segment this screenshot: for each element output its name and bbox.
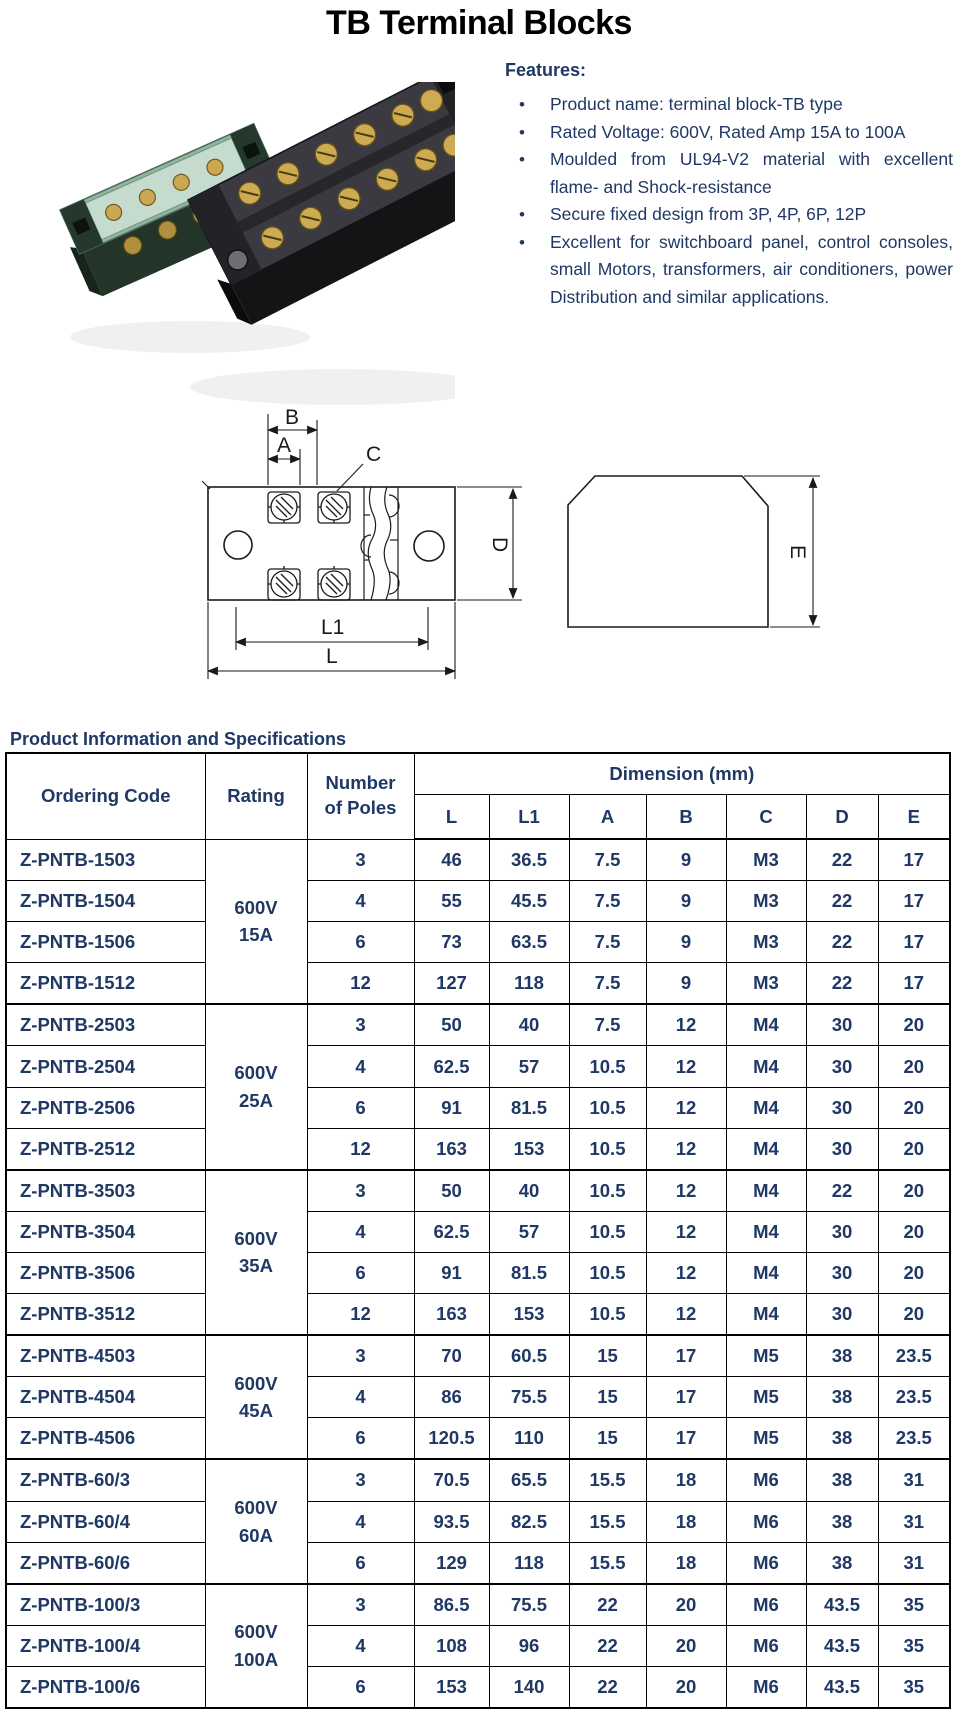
header-dim-l: L <box>414 795 489 840</box>
dim-l1-cell: 40 <box>489 1004 569 1046</box>
ordering-code-cell: Z-PNTB-60/4 <box>6 1501 205 1542</box>
dimension-diagram <box>140 368 840 688</box>
dim-c-cell: M4 <box>726 1087 806 1128</box>
bullet-icon: • <box>519 150 525 169</box>
ordering-code-cell: Z-PNTB-1503 <box>6 839 205 881</box>
ordering-code-cell: Z-PNTB-100/3 <box>6 1584 205 1626</box>
rating-voltage: 600V <box>234 1372 278 1394</box>
dim-b-cell: 18 <box>646 1542 726 1584</box>
ordering-code-cell: Z-PNTB-100/6 <box>6 1666 205 1708</box>
dim-e-cell: 35 <box>878 1666 950 1708</box>
dim-c-cell: M6 <box>726 1625 806 1666</box>
dim-l-cell: 62.5 <box>414 1046 489 1087</box>
dim-c-cell: M3 <box>726 881 806 922</box>
dim-b-cell: 20 <box>646 1666 726 1708</box>
dim-a-cell: 10.5 <box>569 1087 646 1128</box>
poles-cell: 3 <box>307 1170 414 1212</box>
dim-a-cell: 10.5 <box>569 1170 646 1212</box>
photo-shadow <box>70 321 310 353</box>
dim-a-cell: 10.5 <box>569 1294 646 1336</box>
dim-d-cell: 43.5 <box>806 1584 878 1626</box>
rating-amp: 60A <box>239 1524 273 1546</box>
dim-label-b: B <box>285 406 300 429</box>
dim-l-cell: 62.5 <box>414 1211 489 1252</box>
dim-c-cell: M6 <box>726 1542 806 1584</box>
dim-label-e: E <box>786 545 809 560</box>
dim-l1-cell: 81.5 <box>489 1087 569 1128</box>
dim-l1-cell: 36.5 <box>489 839 569 881</box>
dim-d-cell: 22 <box>806 839 878 881</box>
table-row <box>6 922 950 963</box>
dim-l1-cell: 75.5 <box>489 1377 569 1418</box>
dim-b-cell: 12 <box>646 1128 726 1170</box>
dim-c-cell: M3 <box>726 963 806 1005</box>
page-title: TB Terminal Blocks <box>326 4 632 42</box>
dim-l-cell: 70 <box>414 1335 489 1377</box>
table-row <box>6 1211 950 1252</box>
top-view <box>202 481 455 600</box>
table-row <box>6 1087 950 1128</box>
dim-l-cell: 93.5 <box>414 1501 489 1542</box>
ordering-code-cell: Z-PNTB-3512 <box>6 1294 205 1336</box>
poles-cell: 3 <box>307 839 414 881</box>
dim-e-cell: 17 <box>878 839 950 881</box>
dim-a-cell: 10.5 <box>569 1046 646 1087</box>
dim-c-cell: M4 <box>726 1046 806 1087</box>
dim-b-cell: 18 <box>646 1459 726 1501</box>
dim-d-cell: 22 <box>806 881 878 922</box>
dim-l1-cell: 57 <box>489 1046 569 1087</box>
dim-l-cell: 50 <box>414 1170 489 1212</box>
poles-cell: 12 <box>307 1294 414 1336</box>
bullet-icon: • <box>519 232 525 252</box>
dim-b-cell: 17 <box>646 1377 726 1418</box>
header-dim-b: B <box>646 795 726 840</box>
ordering-code-cell: Z-PNTB-100/4 <box>6 1625 205 1666</box>
mounting-hole <box>414 531 444 561</box>
dim-a-cell: 22 <box>569 1666 646 1708</box>
dim-b-cell: 12 <box>646 1170 726 1212</box>
table-row <box>6 1004 950 1046</box>
dim-l-cell: 50 <box>414 1004 489 1046</box>
dim-b-cell: 20 <box>646 1584 726 1626</box>
dim-c-cell: M4 <box>726 1294 806 1336</box>
ordering-code-cell: Z-PNTB-3504 <box>6 1211 205 1252</box>
ordering-code-cell: Z-PNTB-1506 <box>6 922 205 963</box>
feature-text: Excellent for switchboard panel, control consoles, small Motors, transformers, air conditioners, power Distribution and similar applications. <box>550 231 953 307</box>
table-row <box>6 1542 950 1584</box>
dim-c-cell: M4 <box>726 1170 806 1212</box>
dim-l1-cell: 118 <box>489 963 569 1005</box>
dim-d-cell: 30 <box>806 1087 878 1128</box>
poles-cell: 6 <box>307 1418 414 1460</box>
dim-l1-cell: 40 <box>489 1170 569 1212</box>
dim-label-c: C <box>366 443 382 466</box>
dim-c-cell: M4 <box>726 1128 806 1170</box>
dim-e-cell: 20 <box>878 1004 950 1046</box>
ordering-code-cell: Z-PNTB-60/6 <box>6 1542 205 1584</box>
rating-voltage: 600V <box>234 1496 278 1518</box>
table-row <box>6 839 950 881</box>
dim-e-cell: 17 <box>878 922 950 963</box>
dim-l-cell: 129 <box>414 1542 489 1584</box>
poles-cell: 6 <box>307 1542 414 1584</box>
dim-d-cell: 38 <box>806 1377 878 1418</box>
dim-l-cell: 91 <box>414 1087 489 1128</box>
poles-cell: 6 <box>307 922 414 963</box>
dim-e-cell: 20 <box>878 1252 950 1293</box>
dim-l-cell: 91 <box>414 1252 489 1293</box>
dim-a-cell: 10.5 <box>569 1252 646 1293</box>
poles-cell: 12 <box>307 963 414 1005</box>
dim-d-cell: 38 <box>806 1418 878 1460</box>
dim-l-cell: 153 <box>414 1666 489 1708</box>
dim-a-cell: 7.5 <box>569 1004 646 1046</box>
dim-a-cell: 22 <box>569 1584 646 1626</box>
dim-a-cell: 7.5 <box>569 963 646 1005</box>
rating-cell <box>205 1170 307 1335</box>
rating-amp: 35A <box>239 1255 273 1277</box>
spec-heading: Product Information and Specifications <box>10 729 347 749</box>
dim-l1-cell: 57 <box>489 1211 569 1252</box>
dim-e-cell: 20 <box>878 1087 950 1128</box>
dim-l-cell: 120.5 <box>414 1418 489 1460</box>
rating-voltage: 600V <box>234 896 278 918</box>
poles-cell: 3 <box>307 1335 414 1377</box>
dim-c-cell: M6 <box>726 1666 806 1708</box>
dim-d-cell: 22 <box>806 922 878 963</box>
ordering-code-cell: Z-PNTB-3506 <box>6 1252 205 1293</box>
terminal-block-black <box>179 82 455 329</box>
dim-a-cell: 7.5 <box>569 922 646 963</box>
dim-c-cell: M6 <box>726 1459 806 1501</box>
ordering-code-cell: Z-PNTB-4506 <box>6 1418 205 1460</box>
dim-e-cell: 35 <box>878 1625 950 1666</box>
poles-cell: 6 <box>307 1087 414 1128</box>
dim-a-cell: 15.5 <box>569 1542 646 1584</box>
dim-d-cell: 43.5 <box>806 1666 878 1708</box>
header-dim-d: D <box>806 795 878 840</box>
dim-e-cell: 17 <box>878 881 950 922</box>
dim-l1-cell: 82.5 <box>489 1501 569 1542</box>
dim-e-cell: 23.5 <box>878 1377 950 1418</box>
dim-e-cell: 20 <box>878 1211 950 1252</box>
ordering-code-cell: Z-PNTB-2506 <box>6 1087 205 1128</box>
dim-b-cell: 18 <box>646 1501 726 1542</box>
poles-cell: 4 <box>307 1501 414 1542</box>
dim-l1-cell: 81.5 <box>489 1252 569 1293</box>
poles-cell: 6 <box>307 1252 414 1293</box>
dim-label-d: D <box>488 537 511 553</box>
dim-l-cell: 55 <box>414 881 489 922</box>
ordering-code-cell: Z-PNTB-1512 <box>6 963 205 1005</box>
dim-b-cell: 17 <box>646 1418 726 1460</box>
dim-e-cell: 31 <box>878 1459 950 1501</box>
feature-item <box>505 146 953 201</box>
poles-cell: 3 <box>307 1584 414 1626</box>
dim-l1-cell: 118 <box>489 1542 569 1584</box>
dim-a-cell: 15 <box>569 1418 646 1460</box>
poles-cell: 4 <box>307 1211 414 1252</box>
rating-cell <box>205 1584 307 1708</box>
table-row <box>6 1501 950 1542</box>
table-row <box>6 1377 950 1418</box>
table-row <box>6 1170 950 1212</box>
dim-b-cell: 17 <box>646 1335 726 1377</box>
dim-d-cell: 38 <box>806 1335 878 1377</box>
dim-b-cell: 12 <box>646 1087 726 1128</box>
dim-b-cell: 12 <box>646 1252 726 1293</box>
dim-c-cell: M4 <box>726 1004 806 1046</box>
dim-e-cell: 31 <box>878 1501 950 1542</box>
poles-cell: 4 <box>307 1625 414 1666</box>
dim-b-cell: 12 <box>646 1211 726 1252</box>
dim-d-cell: 38 <box>806 1501 878 1542</box>
rating-voltage: 600V <box>234 1062 278 1084</box>
header-rating: Rating <box>205 753 307 839</box>
dim-b-cell: 12 <box>646 1294 726 1336</box>
rating-voltage: 600V <box>234 1227 278 1249</box>
table-row <box>6 1666 950 1708</box>
dim-d-cell: 30 <box>806 1046 878 1087</box>
feature-item <box>505 91 953 119</box>
dim-l1-cell: 60.5 <box>489 1335 569 1377</box>
dim-l-cell: 127 <box>414 963 489 1005</box>
table-row <box>6 1584 950 1626</box>
dim-l-cell: 73 <box>414 922 489 963</box>
dim-label-a: A <box>277 434 292 457</box>
dim-e-cell: 23.5 <box>878 1418 950 1460</box>
dim-l1-cell: 153 <box>489 1128 569 1170</box>
dim-c-cell: M3 <box>726 922 806 963</box>
rating-cell <box>205 839 307 1004</box>
dim-c-cell: M5 <box>726 1377 806 1418</box>
dim-b-cell: 9 <box>646 922 726 963</box>
poles-cell: 12 <box>307 1128 414 1170</box>
dim-d-cell: 38 <box>806 1459 878 1501</box>
dim-label-l1: L1 <box>321 616 345 639</box>
ordering-code-cell: Z-PNTB-1504 <box>6 881 205 922</box>
ordering-code-cell: Z-PNTB-60/3 <box>6 1459 205 1501</box>
dim-b-cell: 9 <box>646 881 726 922</box>
dim-b-cell: 9 <box>646 963 726 1005</box>
rating-cell <box>205 1335 307 1459</box>
header-dim-l1: L1 <box>489 795 569 840</box>
bullet-icon: • <box>519 205 525 224</box>
ordering-code-cell: Z-PNTB-3503 <box>6 1170 205 1212</box>
table-row <box>6 881 950 922</box>
dim-d-cell: 30 <box>806 1252 878 1293</box>
dim-e-cell: 20 <box>878 1170 950 1212</box>
feature-text: Secure fixed design from 3P, 4P, 6P, 12P <box>550 204 867 224</box>
bullet-icon: • <box>519 122 525 142</box>
rating-amp: 45A <box>239 1400 273 1422</box>
header-dim-a: A <box>569 795 646 840</box>
dim-c-cell: M5 <box>726 1418 806 1460</box>
mounting-hole <box>224 531 252 559</box>
header-row-main <box>6 753 950 795</box>
dim-d-cell: 38 <box>806 1542 878 1584</box>
poles-cell: 6 <box>307 1666 414 1708</box>
bullet-icon: • <box>519 95 525 114</box>
dim-l1-cell: 63.5 <box>489 922 569 963</box>
dim-a-cell: 15.5 <box>569 1459 646 1501</box>
dim-c-cell: M5 <box>726 1335 806 1377</box>
dim-l-cell: 163 <box>414 1128 489 1170</box>
dim-l-cell: 46 <box>414 839 489 881</box>
poles-cell: 3 <box>307 1459 414 1501</box>
poles-cell: 4 <box>307 1046 414 1087</box>
poles-cell: 3 <box>307 1004 414 1046</box>
dim-label-l: L <box>326 645 338 668</box>
rating-amp: 100A <box>233 1648 279 1670</box>
ordering-code-cell: Z-PNTB-4504 <box>6 1377 205 1418</box>
table-row <box>6 1418 950 1460</box>
table-row <box>6 1046 950 1087</box>
feature-item <box>505 229 953 312</box>
spec-table-body <box>6 839 950 1708</box>
table-row <box>6 963 950 1005</box>
ordering-code-cell: Z-PNTB-4503 <box>6 1335 205 1377</box>
table-row <box>6 1294 950 1336</box>
table-row <box>6 1128 950 1170</box>
dim-d-cell: 30 <box>806 1211 878 1252</box>
dim-b-cell: 12 <box>646 1046 726 1087</box>
rating-cell <box>205 1459 307 1583</box>
dim-d-cell: 43.5 <box>806 1625 878 1666</box>
dim-a-cell: 15 <box>569 1377 646 1418</box>
dim-b-cell: 9 <box>646 839 726 881</box>
header-ordering-code: Ordering Code <box>6 753 205 839</box>
dim-d-cell: 30 <box>806 1128 878 1170</box>
table-row <box>6 1252 950 1293</box>
dim-a-cell: 15.5 <box>569 1501 646 1542</box>
dim-d-cell: 22 <box>806 1170 878 1212</box>
dim-b-cell: 12 <box>646 1004 726 1046</box>
dim-a-cell: 22 <box>569 1625 646 1666</box>
dim-l1-cell: 153 <box>489 1294 569 1336</box>
rating-amp: 15A <box>239 924 273 946</box>
dim-a-cell: 7.5 <box>569 881 646 922</box>
rating-amp: 25A <box>239 1090 273 1112</box>
dim-l1-cell: 110 <box>489 1418 569 1460</box>
dim-e-cell: 31 <box>878 1542 950 1584</box>
spec-table <box>5 752 951 1709</box>
dim-e-cell: 20 <box>878 1294 950 1336</box>
feature-item <box>505 119 953 147</box>
dim-l1-cell: 96 <box>489 1625 569 1666</box>
table-row <box>6 1625 950 1666</box>
dim-c-cell: M4 <box>726 1211 806 1252</box>
dim-d-cell: 30 <box>806 1004 878 1046</box>
dim-e-cell: 23.5 <box>878 1335 950 1377</box>
feature-text: Product name: terminal block-TB type <box>550 94 843 114</box>
dim-c-cell: M6 <box>726 1584 806 1626</box>
header-dimension: Dimension (mm) <box>414 753 950 795</box>
dim-c-cell: M4 <box>726 1252 806 1293</box>
dim-b-cell: 20 <box>646 1625 726 1666</box>
rating-cell <box>205 1004 307 1169</box>
poles-cell: 4 <box>307 881 414 922</box>
dim-l-cell: 86.5 <box>414 1584 489 1626</box>
dim-d-cell: 22 <box>806 963 878 1005</box>
poles-cell: 4 <box>307 1377 414 1418</box>
side-view <box>568 476 820 627</box>
dim-c-cell: M3 <box>726 839 806 881</box>
dim-l-cell: 163 <box>414 1294 489 1336</box>
feature-text: Moulded from UL94-V2 material with excellent flame- and Shock-resistance <box>550 149 953 197</box>
table-row <box>6 1459 950 1501</box>
dim-l1-cell: 45.5 <box>489 881 569 922</box>
dim-l-cell: 108 <box>414 1625 489 1666</box>
feature-text: Rated Voltage: 600V, Rated Amp 15A to 100A <box>550 121 906 142</box>
dim-l1-cell: 75.5 <box>489 1584 569 1626</box>
dim-e-cell: 20 <box>878 1128 950 1170</box>
dim-e-cell: 17 <box>878 963 950 1005</box>
dim-e-cell: 35 <box>878 1584 950 1626</box>
dim-d-cell: 30 <box>806 1294 878 1336</box>
dim-l1-cell: 65.5 <box>489 1459 569 1501</box>
dim-l-cell: 86 <box>414 1377 489 1418</box>
header-poles: Number of Poles <box>307 753 414 839</box>
table-row <box>6 1335 950 1377</box>
feature-item <box>505 201 953 229</box>
features-section <box>505 60 953 311</box>
ordering-code-cell: Z-PNTB-2504 <box>6 1046 205 1087</box>
header-dim-c: C <box>726 795 806 840</box>
dim-e-cell: 20 <box>878 1046 950 1087</box>
dim-l1-cell: 140 <box>489 1666 569 1708</box>
ordering-code-cell: Z-PNTB-2512 <box>6 1128 205 1170</box>
dim-a-cell: 7.5 <box>569 839 646 881</box>
dim-l-cell: 70.5 <box>414 1459 489 1501</box>
rating-voltage: 600V <box>234 1621 278 1643</box>
header-dim-e: E <box>878 795 950 840</box>
dim-a-cell: 10.5 <box>569 1211 646 1252</box>
dim-a-cell: 15 <box>569 1335 646 1377</box>
ordering-code-cell: Z-PNTB-2503 <box>6 1004 205 1046</box>
dim-a-cell: 10.5 <box>569 1128 646 1170</box>
dim-c-cell: M6 <box>726 1501 806 1542</box>
features-heading: Features: <box>505 60 587 80</box>
